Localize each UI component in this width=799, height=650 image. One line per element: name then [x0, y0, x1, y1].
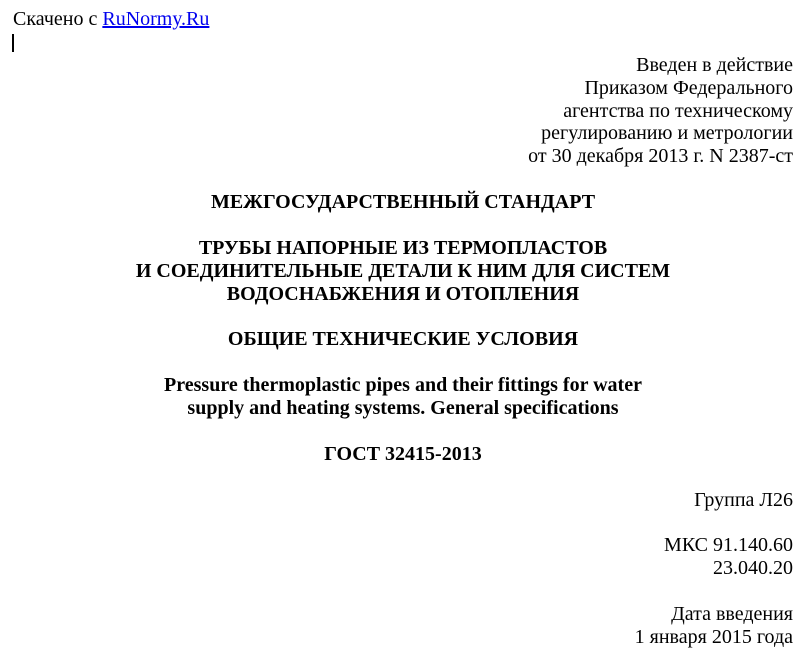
group-block [13, 489, 793, 512]
classification-group: Группа Л26 [694, 488, 793, 511]
download-source-label: Скачено с [13, 8, 98, 30]
title-en-line: Pressure thermoplastic pipes and their fittings for water [164, 374, 642, 397]
effective-date-block [13, 603, 793, 649]
title-en-block [13, 374, 793, 420]
effective-date-value: 1 января 2015 года [634, 626, 793, 649]
standard-type: МЕЖГОСУДАРСТВЕННЫЙ СТАНДАРТ [210, 191, 596, 214]
enactment-line: от 30 декабря 2013 г. N 2387-ст [528, 145, 793, 168]
title-ru-line: ТРУБЫ НАПОРНЫЕ ИЗ ТЕРМОПЛАСТОВ [198, 236, 608, 259]
subtitle-ru: ОБЩИЕ ТЕХНИЧЕСКИЕ УСЛОВИЯ [227, 328, 579, 351]
enactment-line: Введен в действие [636, 53, 793, 76]
subtitle-ru-block [13, 328, 793, 351]
mks-code: МКС 91.140.60 [664, 534, 793, 557]
designation-block [13, 443, 793, 466]
standard-designation: ГОСТ 32415-2013 [324, 442, 482, 465]
download-source [13, 8, 793, 31]
title-ru-line: И СОЕДИНИТЕЛЬНЫЕ ДЕТАЛИ К НИМ ДЛЯ СИСТЕМ [135, 259, 671, 282]
title-ru-line: ВОДОСНАБЖЕНИЯ И ОТОПЛЕНИЯ [226, 282, 580, 305]
title-ru-block [13, 237, 793, 306]
cursor-line [13, 31, 793, 54]
text-cursor [12, 34, 14, 52]
standard-type-heading [13, 191, 793, 214]
mks-code: 23.040.20 [713, 557, 793, 580]
effective-date-label: Дата введения [671, 603, 793, 626]
title-en-line: supply and heating systems. General specifications [187, 397, 619, 420]
runormy-link[interactable]: RuNormy.Ru [102, 8, 210, 30]
enactment-line: агентства по техническому [563, 99, 793, 122]
enactment-block [13, 54, 793, 168]
mks-block [13, 534, 793, 580]
enactment-line: регулированию и метрологии [541, 122, 793, 145]
enactment-line: Приказом Федерального [584, 76, 793, 99]
